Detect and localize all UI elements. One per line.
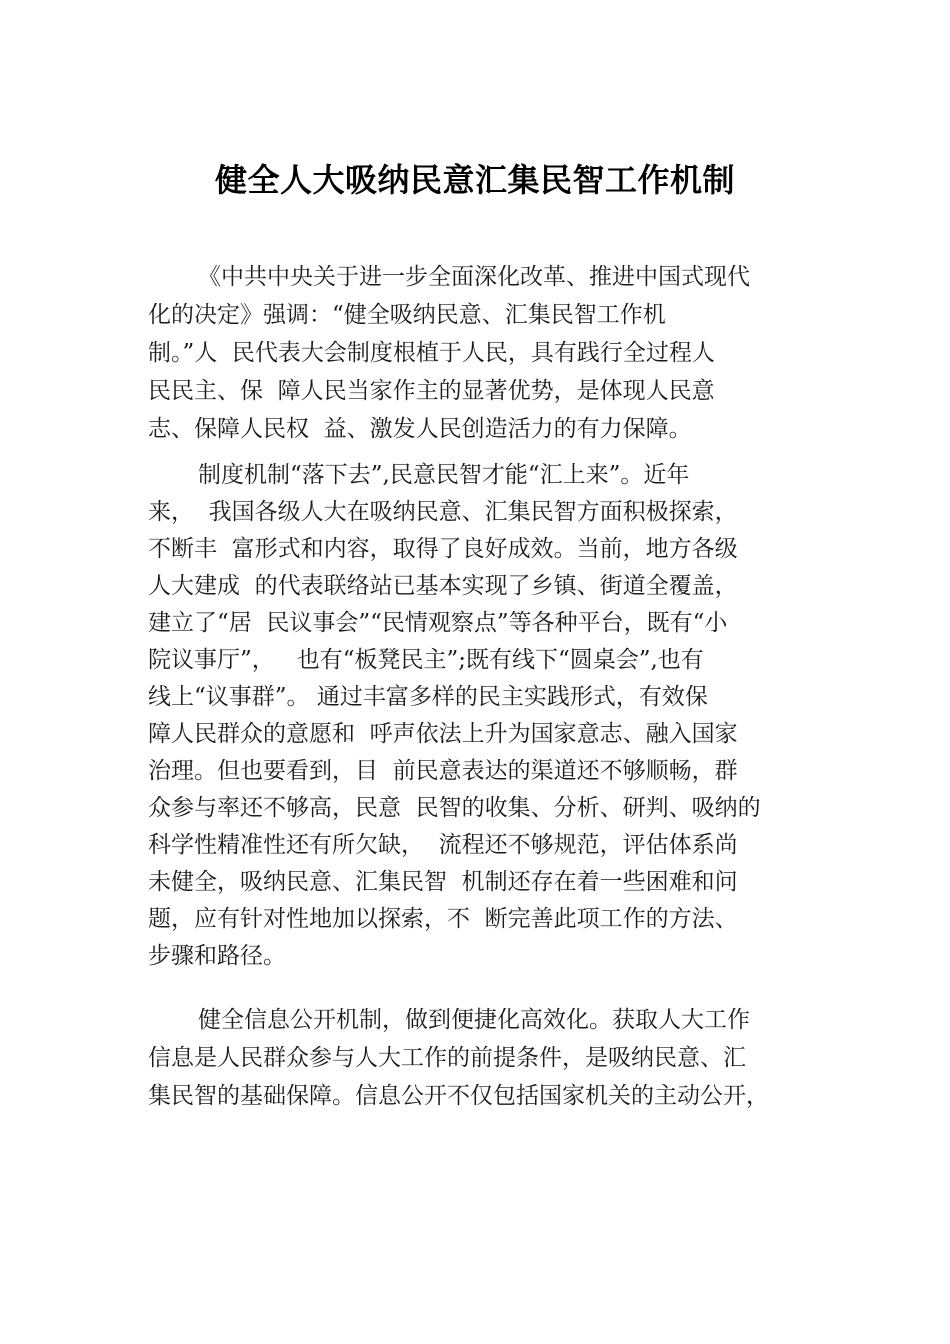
document-title: 健全人大吸纳民意汇集民智工作机制: [214, 161, 735, 199]
text-line: 题，应有针对性地加以探索，不 断完善此项工作的方法、: [148, 906, 738, 932]
text-line: 民民主、保 障人民当家作主的显著优势，是体现人民意: [148, 378, 715, 404]
text-line: 《中共中央关于进一步全面深化改革、推进中国式现代: [198, 264, 750, 290]
text-line: 化的决定》强调：“健全吸纳民意、汇集民智工作机: [148, 302, 666, 328]
text-line: 信息是人民群众参与人大工作的前提条件，是吸纳民意、汇: [148, 1045, 746, 1071]
text-line: 障人民群众的意愿和 呼声依法上升为国家意志、融入国家: [148, 721, 738, 747]
text-line: 来， 我国各级人大在吸纳民意、汇集民智方面积极探索，: [148, 499, 738, 525]
text-line: 众参与率还不够高，民意 民智的收集、分析、研判、吸纳的: [148, 795, 761, 821]
text-line: 制度机制“落下去”,民意民智才能“汇上来”。近年: [198, 462, 690, 488]
text-line: 治理。但也要看到，目 前民意表达的渠道还不够顺畅，群: [148, 758, 738, 784]
text-line: 不断丰 富形式和内容，取得了良好成效。当前，地方各级: [148, 536, 738, 562]
text-line: 建立了“居 民议事会”“民情观察点”等各种平台，既有“小: [148, 610, 728, 636]
text-line: 线上“议事群”。 通过丰富多样的民主实践形式，有效保: [148, 684, 708, 710]
text-line: 制。”人 民代表大会制度根植于人民，具有践行全过程人: [148, 340, 715, 366]
text-line: 健全信息公开机制，做到便捷化高效化。获取人大工作: [198, 1007, 750, 1033]
text-line: 院议事厅”， 也有“板凳民主”;既有线下“圆桌会”,也有: [148, 647, 704, 673]
text-line: 人大建成 的代表联络站已基本实现了乡镇、街道全覆盖，: [148, 573, 738, 599]
text-line: 集民智的基础保障。信息公开不仅包括国家机关的主动公开，: [148, 1083, 769, 1109]
text-line: 步骤和路径。: [148, 943, 286, 969]
text-line: 志、保障人民权 益、激发人民创造活力的有力保障。: [148, 416, 692, 442]
text-line: 未健全，吸纳民意、汇集民智 机制还存在着一些困难和问: [148, 869, 738, 895]
text-line: 科学性精准性还有所欠缺， 流程还不够规范，评估体系尚: [148, 832, 738, 858]
